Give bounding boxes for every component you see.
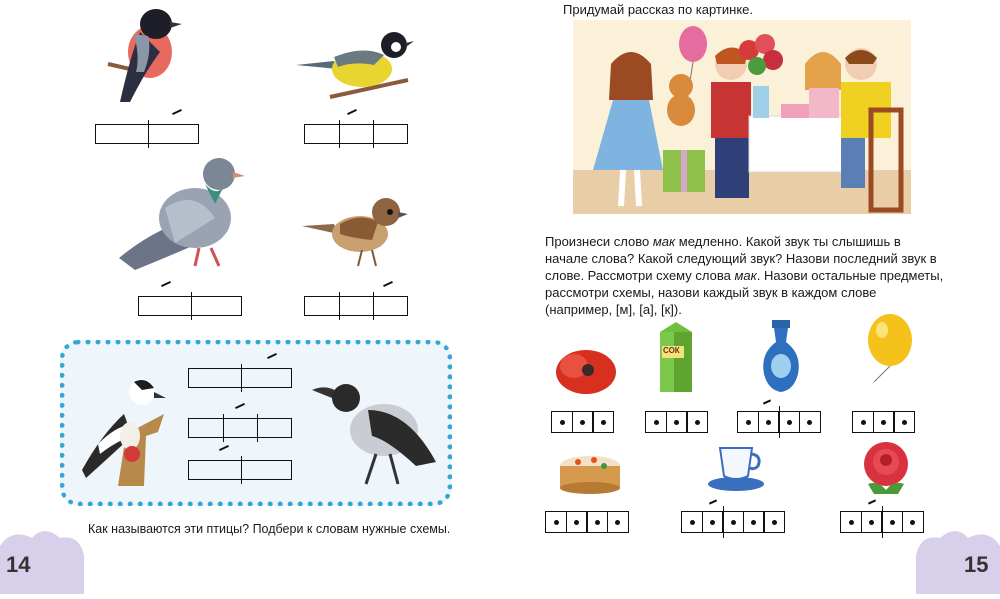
page-number-left: 14 <box>6 552 31 577</box>
cup-scheme[interactable] <box>681 511 785 533</box>
page-number-badge-left <box>0 524 84 594</box>
rose-scheme[interactable] <box>840 511 924 533</box>
juice-box-illustration <box>656 322 696 392</box>
pigeon-illustration <box>115 148 247 273</box>
sparrow-scheme[interactable] <box>304 296 408 316</box>
juice-box-scheme[interactable] <box>645 411 708 433</box>
bullfinch-scheme[interactable] <box>95 124 199 144</box>
party-scene-illustration <box>573 20 911 214</box>
page-number-right: 15 <box>964 552 989 577</box>
bullfinch-illustration <box>100 2 190 114</box>
juice-box-label: СОК <box>663 346 680 355</box>
poppy-scheme[interactable] <box>551 411 614 433</box>
tit-illustration <box>294 25 414 110</box>
poppy-illustration <box>554 344 618 396</box>
rose-illustration <box>858 440 914 496</box>
right-page-title: Придумай рассказ по картинке. <box>563 2 754 17</box>
frame-scheme-2[interactable] <box>188 418 292 438</box>
right-page-paragraph: Произнеси слово мак медленно. Какой звук ты слышишь в начале слова? Какой следующий звук? Назови последний звук в слове. Рассмотри схему слова мак. Назови остальные предметы, рассмотри схемы, назови каждый звук в каждом слове (например, [м], [а], [к]). <box>545 234 944 317</box>
balloon-illustration <box>862 314 912 384</box>
sparrow-illustration <box>300 190 408 268</box>
cup-illustration <box>706 440 766 492</box>
vase-scheme[interactable] <box>737 411 821 433</box>
tit-scheme[interactable] <box>304 124 408 144</box>
left-page-caption: Как называются эти птицы? Подбери к словам нужные схемы. <box>88 522 451 536</box>
cake-illustration <box>558 452 622 496</box>
cake-scheme[interactable] <box>545 511 629 533</box>
crow-illustration <box>312 380 440 488</box>
balloon-scheme[interactable] <box>852 411 915 433</box>
frame-scheme-1[interactable] <box>188 368 292 388</box>
woodpecker-illustration <box>72 374 168 486</box>
vase-illustration <box>758 320 804 394</box>
pigeon-scheme[interactable] <box>138 296 242 316</box>
page-number-badge-right <box>916 524 1000 594</box>
frame-scheme-3[interactable] <box>188 460 292 480</box>
